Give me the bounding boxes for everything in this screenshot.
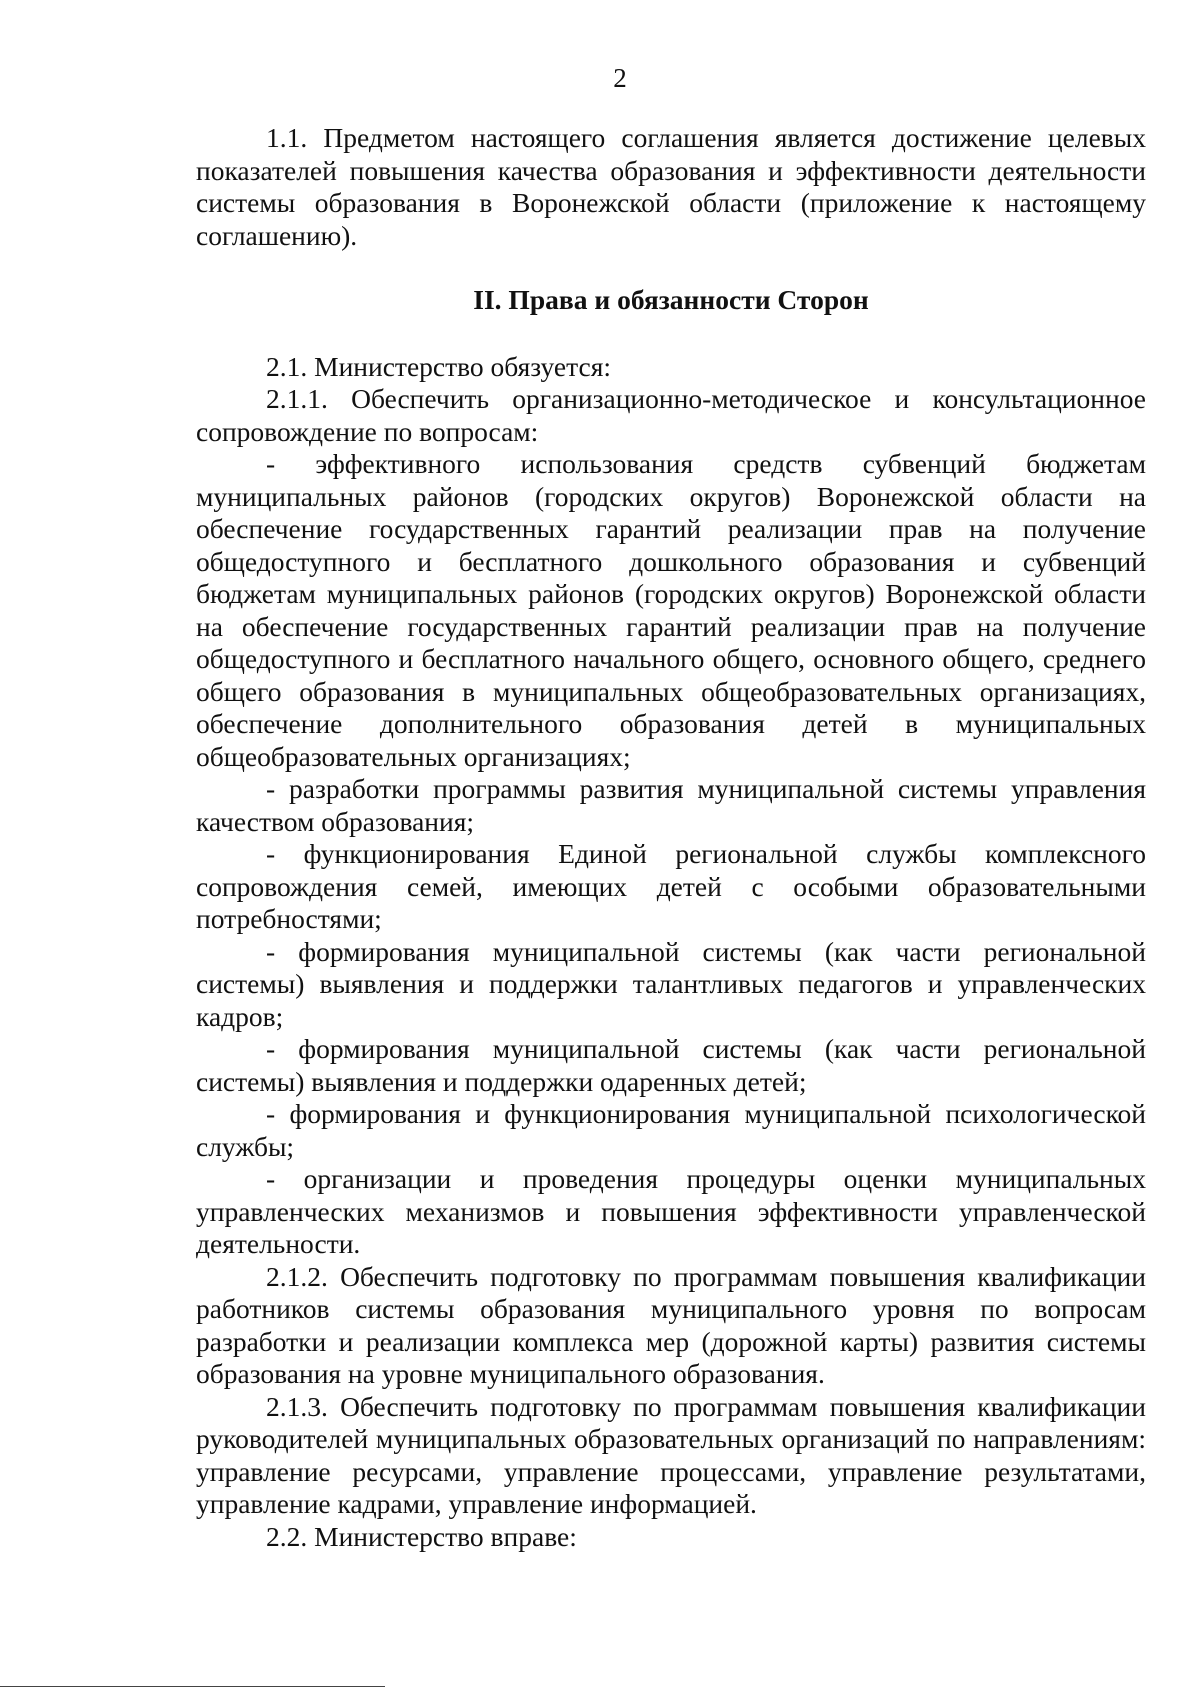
paragraph-2-1-3: 2.1.3. Обеспечить подготовку по программам повышения квалификации руководителей муниципальных образовательных организаций по направлениям: управление ресурсами, управление процессами, управление результатами, управление кадрами, управление информацией. <box>196 1390 1146 1519</box>
spacer <box>196 252 1146 284</box>
list-item-subventions: - эффективного использования средств субвенций бюджетам муниципальных районов (городских округов) Воронежской области на обеспечение государственных гарантий реализации прав на получение общедоступного и бесплатного дошкольного образования и субвенций бюджетам муниципальных районов (городских округов) Воронежской области на обеспечение государственных гарантий реализации прав на получение общедоступного и бесплатного начального общего, основного общего, среднего общего образования в муниципальных общеобразовательных организациях, обеспечение дополнительного образования детей в муниципальных общеобразовательных организациях; <box>196 448 1146 772</box>
section-heading: II. Права и обязанности Сторон <box>473 284 869 315</box>
list-item-family-support-service: - функционирования Единой региональной службы комплексного сопровождения семей, имеющих детей с особыми образовательными потребностями; <box>196 838 1146 934</box>
spacer <box>196 317 1146 351</box>
list-item-gifted-children: - формирования муниципальной системы (как части региональной системы) выявления и поддержки одаренных детей; <box>196 1033 1146 1097</box>
list-item-quality-program: - разработки программы развития муниципальной системы управления качеством образования; <box>196 773 1146 837</box>
paragraph-2-2: 2.2. Министерство вправе: <box>266 1520 577 1552</box>
footer-rule <box>0 1686 385 1687</box>
paragraph-2-1: 2.1. Министерство обязуется: <box>266 350 611 382</box>
paragraph-1-1: 1.1. Предметом настоящего соглашения является достижение целевых показателей повышения качества образования и эффективности деятельности системы образования в Воронежской области (приложение к настоящему соглашению). <box>196 122 1146 251</box>
list-item-talented-teachers: - формирования муниципальной системы (как части региональной системы) выявления и поддержки талантливых педагогов и управленческих кадров; <box>196 935 1146 1032</box>
document-body <box>196 122 1146 1553</box>
list-item-management-assessment: - организации и проведения процедуры оценки муниципальных управленческих механизмов и повышения эффективности управленческой деятельности. <box>196 1163 1146 1259</box>
paragraph-2-1-2: 2.1.2. Обеспечить подготовку по программам повышения квалификации работников системы образования муниципального уровня по вопросам разработки и реализации комплекса мер (дорожной карты) развития системы образования на уровне муниципального образования. <box>196 1260 1146 1389</box>
page-number: 2 <box>613 63 627 93</box>
list-item-psychological-service: - формирования и функционирования муниципальной психологической службы; <box>196 1098 1146 1162</box>
paragraph-2-1-1: 2.1.1. Обеспечить организационно-методическое и консультационное сопровождение по вопросам: <box>196 383 1146 447</box>
